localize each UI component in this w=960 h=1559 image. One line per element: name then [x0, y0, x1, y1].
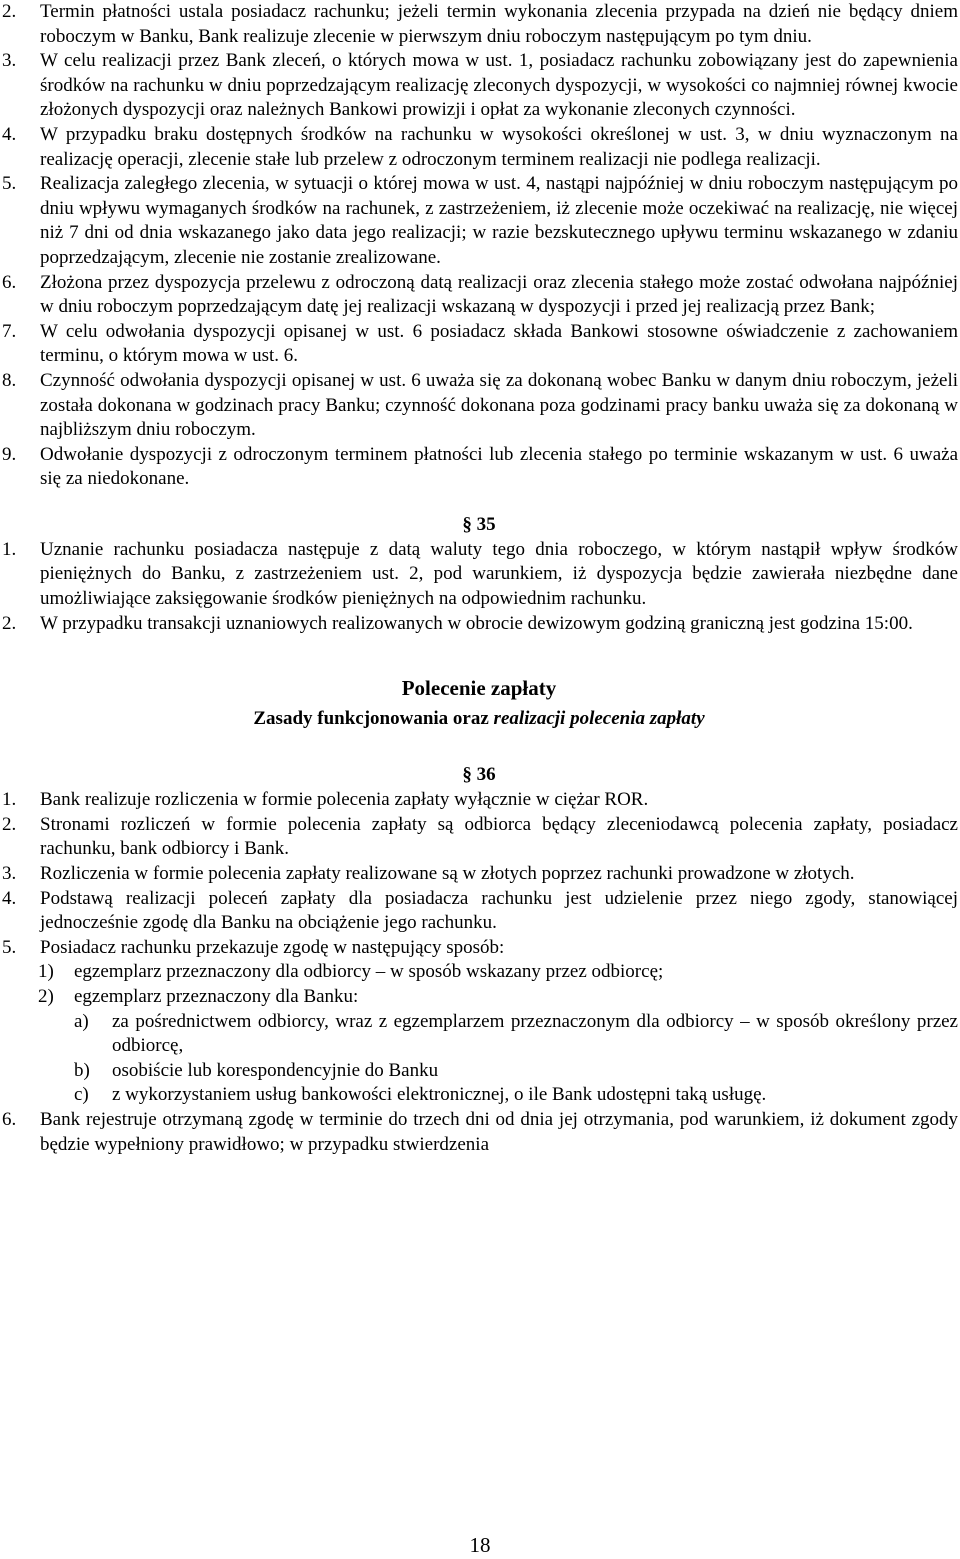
section-title: Polecenie zapłaty: [401, 676, 557, 701]
section-subtitle: Zasady funkcjonowania oraz realizacji polecenia zapłaty: [253, 708, 705, 730]
list-item: 1. Uznanie rachunku posiadacza następuje z datą waluty tego dnia roboczego, w którym nastąpił wpływ środków pieniężnych do Banku, z zastrzeżeniem ust. 2, pod warunkiem, iż dyspozycja będzie zawierała niezbędne dane umożliwiające zaksięgowanie środków pieniężnych na odpowiednim rachunku.: [2, 538, 958, 610]
list-item: 2. W przypadku transakcji uznaniowych realizowanych w obrocie dewizowym godziną graniczną jest godzina 15:00.: [2, 612, 913, 634]
paragraph-mark: §: [462, 764, 472, 786]
section-number: 35: [476, 513, 496, 535]
list-item: 8. Czynność odwołania dyspozycji opisanej w ust. 6 uważa się za dokonaną wobec Banku w danym dniu roboczym, jeżeli została dokonana w godzinach pracy Banku; czynność dokonana poza godzinami pracy banku uważa się za dokonaną w najbliższym dniu roboczym.: [2, 369, 958, 441]
list-item: 6. Bank rejestruje otrzymaną zgodę w terminie do trzech dni od dnia jej otrzymania, pod warunkiem, iż dokument zgody będzie wypełniony prawidłowo; w przypadku stwierdzenia: [2, 1108, 958, 1155]
list-block-2: [0, 538, 958, 636]
list-item: 7. W celu odwołania dyspozycji opisanej w ust. 6 posiadacz składa Bankowi stosowne oświadczenie z zachowaniem terminu, o którym mowa w ust. 6.: [2, 320, 958, 367]
page-number: 18: [469, 1533, 491, 1557]
list-item: 2. Stronami rozliczeń w formie polecenia zapłaty są odbiorca będący zleceniodawcą polecenia zapłaty, posiadacz rachunku, bank odbiorcy i Bank.: [2, 813, 958, 860]
list-item: 2. Termin płatności ustala posiadacz rachunku; jeżeli termin wykonania zlecenia przypada na dzień nie będący dniem roboczym w Banku, Bank realizuje zlecenie w pierwszym dniu roboczym następującym po tym dniu.: [2, 1, 958, 47]
list-item: 6. Złożona przez dyspozycja przelewu z odroczoną datą realizacji oraz zlecenia stałego może zostać odwołana najpóźniej w dniu roboczym poprzedzającym datę jej realizacji wskazaną w dyspozycji i przed jej realizacją przez Bank;: [2, 271, 958, 318]
sub-sub-list-item: a) za pośrednictwem odbiorcy, wraz z egzemplarzem przeznaczonym dla odbiorcy – w sposób określony przez odbiorcę,: [74, 1010, 958, 1057]
section-heading-35: [0, 512, 958, 538]
list-item: 9. Odwołanie dyspozycji z odroczonym terminem płatności lub zlecenia stałego po terminie wskazanym w ust. 6 uważa się za niedokonane.: [2, 443, 958, 490]
list-item: 3. Rozliczenia w formie polecenia zapłaty realizowane są w złotych poprzez rachunki prowadzone w złotych.: [2, 863, 855, 885]
list-item: 1. Bank realizuje rozliczenia w formie polecenia zapłaty wyłącznie w ciężar ROR.: [2, 789, 649, 811]
subtitle-italic: realizacji polecenia zapłaty: [493, 708, 705, 730]
paragraph-mark: §: [462, 513, 472, 535]
list-item: 4. Podstawą realizacji poleceń zapłaty dla posiadacza rachunku jest udzielenie przez niego zgody, stanowiącej jednocześnie zgodę dla Banku na obciążenie jego rachunku.: [2, 887, 958, 934]
section-number: 36: [476, 764, 496, 786]
list-block-3: [0, 788, 958, 1157]
section-heading-36: [0, 762, 958, 788]
sub-list-item: 1) egzemplarz przeznaczony dla odbiorcy – w sposób wskazany przez odbiorcę;: [38, 961, 664, 983]
list-item: 3. W celu realizacji przez Bank zleceń, o których mowa w ust. 1, posiadacz rachunku zobowiązany jest do zapewnienia środków na rachunku w dniu poprzedzającym realizację zleconych dyspozycji, w wysokości co najmniej równej kwocie złożonych dyspozycji oraz należnych Bankowi prowizji i opłat za wykonanie zleconych czynności.: [2, 50, 958, 121]
sub-list-item: 2) egzemplarz przeznaczony dla Banku:: [38, 986, 359, 1007]
list-block-1: [0, 0, 958, 492]
sub-sub-list-item: b) osobiście lub korespondencyjnie do Banku: [74, 1059, 439, 1081]
list-item: 5. Realizacja zaległego zlecenia, w sytuacji o której mowa w ust. 4, nastąpi najpóźniej w dniu roboczym następującym po dniu wpływu wymaganych środków na rachunek, z zastrzeżeniem, iż zlecenie może oczekiwać na realizację, nie więcej niż 7 dni od dnia wskazanego jako data jego realizacji; w razie bezskutecznego upływu terminu wskazanego w zdaniu poprzedzającym, zlecenie nie zostanie zrealizowane.: [2, 173, 958, 268]
list-item: 5. Posiadacz rachunku przekazuje zgodę w następujący sposób:: [2, 936, 505, 958]
sub-sub-list-item: c) z wykorzystaniem usług bankowości elektronicznej, o ile Bank udostępni taką usługę.: [74, 1084, 767, 1106]
list-item: 4. W przypadku braku dostępnych środków na rachunku w wysokości określonej w ust. 3, w dniu wyznaczonym na realizację operacji, zlecenie stałe lub przelew z odroczonym terminem realizacji nie podlega realizacji.: [2, 123, 958, 170]
